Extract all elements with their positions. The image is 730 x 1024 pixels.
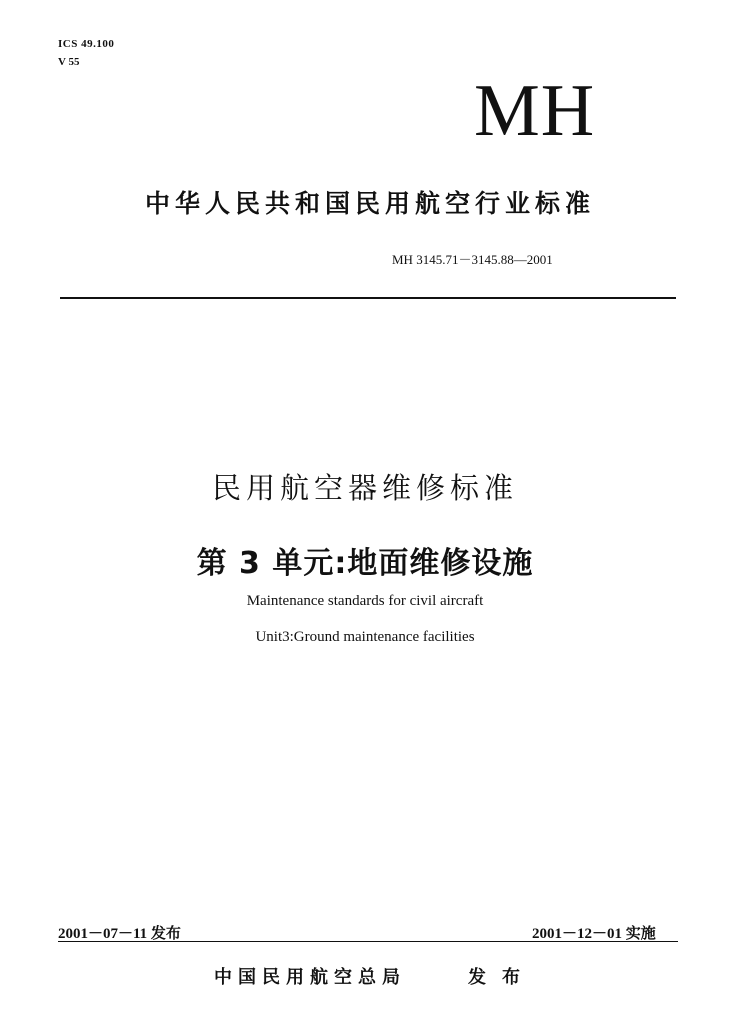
publisher-name: 中国民用航空总局: [214, 967, 406, 988]
classification-code: V 55: [58, 56, 80, 68]
document-title-cn: 民用航空器维修标准: [211, 471, 518, 505]
standard-number: MH 3145.71－3145.88—2001: [392, 252, 553, 267]
publish-label: 发布: [468, 967, 536, 988]
top-divider: [60, 297, 676, 299]
document-subtitle-cn: 第 3 单元:地面维修设施: [196, 546, 534, 581]
standard-class-title: 中华人民共和国民用航空行业标准: [144, 189, 595, 218]
ics-code: ICS 49.100: [58, 38, 115, 50]
standard-logo: MH: [474, 70, 596, 152]
implementation-date: 2001－12－01 实施: [532, 926, 656, 942]
bottom-divider: [58, 941, 678, 942]
document-subtitle-en: Unit3:Ground maintenance facilities: [255, 629, 475, 645]
issue-date: 2001－07－11 发布: [58, 926, 181, 942]
document-title-en: Maintenance standards for civil aircraft: [246, 593, 484, 609]
